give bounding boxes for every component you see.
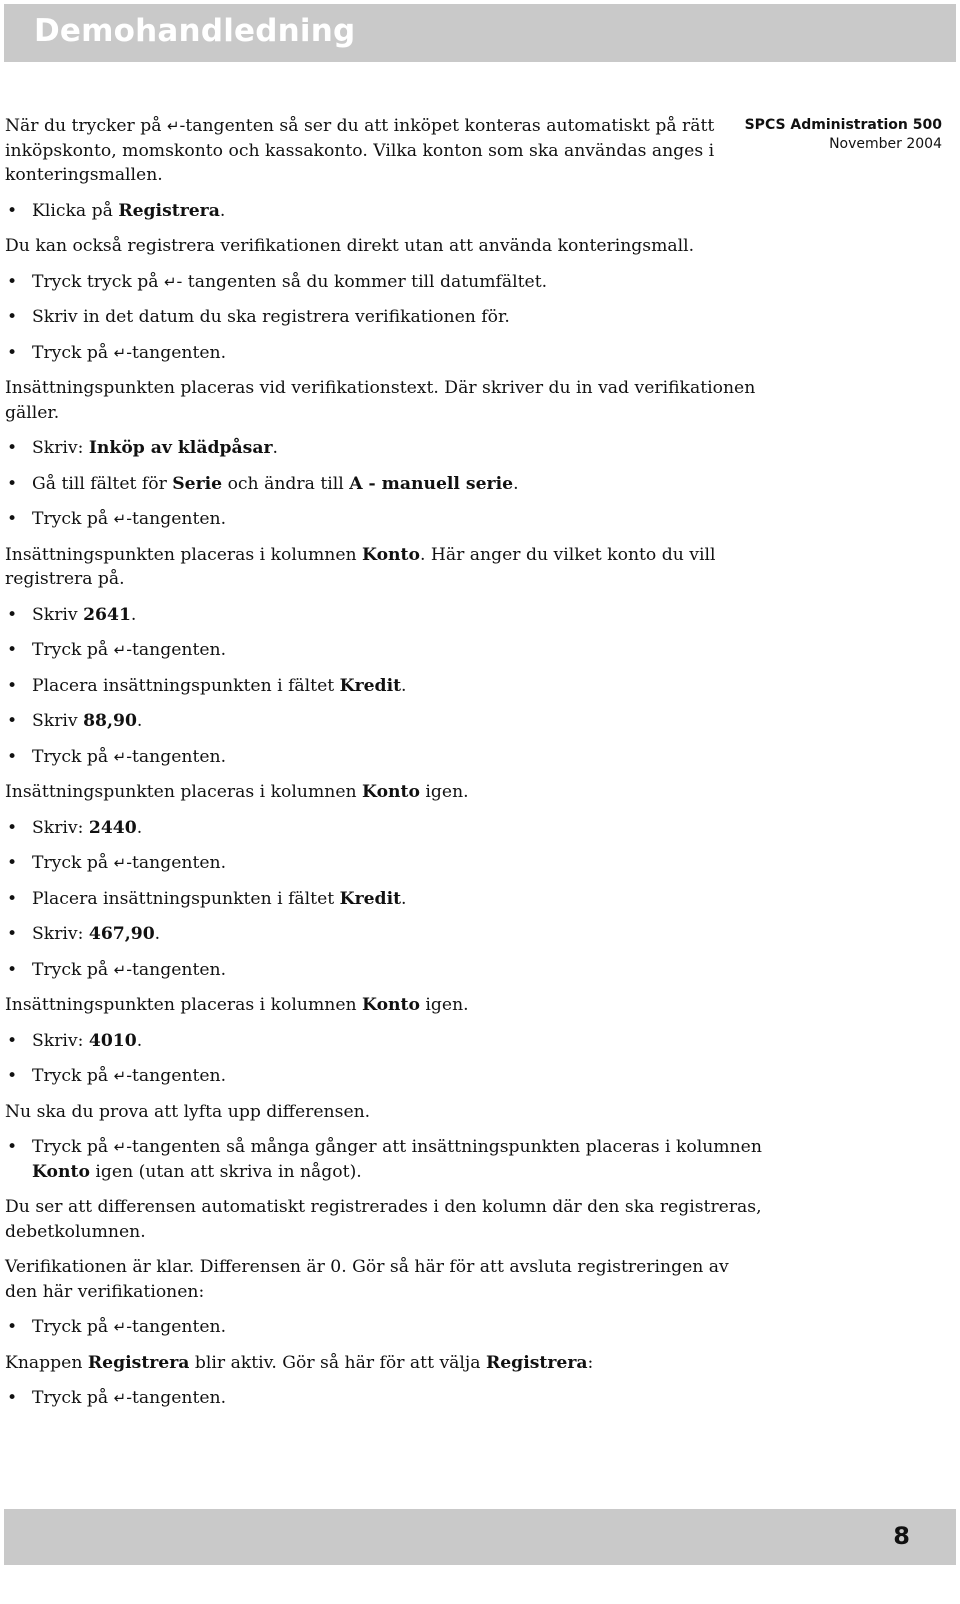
text-run: Skriv:	[32, 924, 89, 944]
text-run: -tangenten så många gånger att insättningspunkten placeras i kolumnen	[126, 1137, 762, 1157]
text-run: Insättningspunkten placeras vid verifikationstext. Där skriver du in vad verifikationen gäller.	[5, 378, 756, 423]
text-run: .	[401, 888, 407, 909]
text-run: .	[401, 675, 407, 696]
text-run: Tryck på	[32, 1066, 114, 1086]
header-bar	[4, 4, 956, 62]
bullet-icon: •	[7, 640, 18, 660]
text-run: Tryck på	[32, 509, 114, 529]
bullet-icon: •	[7, 1388, 18, 1408]
bullet-item	[5, 305, 763, 330]
instruction-body	[5, 114, 763, 1422]
emphasis-text: Konto	[362, 544, 420, 565]
bullet-icon: •	[7, 924, 18, 944]
text-run: .	[136, 1030, 143, 1051]
text-run: Du ser att differensen automatiskt registrerades i den kolumn där den ska registreras, debetkolumnen.	[5, 1197, 762, 1242]
enter-key-icon: ↵	[113, 641, 127, 659]
text-run: .	[136, 711, 143, 731]
bullet-item	[5, 1064, 763, 1089]
enter-key-icon: ↵	[113, 1318, 127, 1336]
text-run: -tangenten.	[126, 509, 227, 529]
text-run: blir aktiv. Gör så här för att välja	[189, 1352, 486, 1373]
emphasis-text: Kredit	[339, 675, 402, 696]
enter-key-icon: ↵	[113, 854, 127, 872]
emphasis-text: Registrera	[485, 1352, 588, 1373]
text-run: Tryck på	[32, 959, 114, 980]
text-run: .	[513, 473, 519, 494]
text-run: -tangenten så ser du att inköpet konteras automatiskt på rätt inköpskonto, momskonto och kassakonto. Vilka konton som ska användas anges i konteringsmallen.	[5, 116, 715, 185]
bullet-icon: •	[7, 473, 18, 494]
emphasis-text: Konto	[362, 995, 420, 1015]
bullet-item	[5, 638, 763, 663]
text-run: igen (utan att skriva in något).	[89, 1161, 362, 1182]
bullet-item	[5, 199, 763, 224]
text-run: Skriv:	[32, 438, 89, 458]
bullet-icon: •	[7, 675, 18, 696]
text-run: Tryck på	[32, 342, 114, 363]
text-run: Skriv:	[32, 1030, 89, 1051]
text-run: - tangenten så du kommer till datumfältet.	[176, 271, 548, 292]
enter-key-icon: ↵	[166, 117, 180, 135]
text-run: igen.	[419, 782, 469, 802]
enter-key-icon: ↵	[113, 747, 127, 766]
text-run: Tryck på	[32, 1137, 114, 1157]
text-run: Klicka på	[32, 200, 119, 221]
bullet-item	[5, 709, 763, 734]
text-run: .	[219, 200, 226, 221]
enter-key-icon: ↵	[113, 1067, 127, 1085]
bullet-item	[5, 1315, 763, 1340]
bullet-item	[5, 436, 763, 461]
side-info	[745, 116, 942, 154]
footer-bar	[4, 1509, 956, 1565]
emphasis-text: Registrera	[118, 200, 220, 221]
bullet-icon: •	[7, 959, 18, 980]
paragraph	[5, 543, 763, 592]
text-run: Verifikationen är klar. Differensen är 0. Gör så här för att avsluta registreringen av den här verifikationen:	[5, 1257, 729, 1302]
text-run: Tryck på	[32, 1317, 114, 1337]
text-run: .	[130, 604, 137, 625]
bullet-item	[5, 674, 763, 699]
bullet-item	[5, 851, 763, 876]
bullet-item	[5, 270, 763, 295]
paragraph	[5, 780, 763, 805]
text-run: Insättningspunkten placeras i kolumnen	[5, 995, 363, 1015]
enter-key-icon: ↵	[113, 343, 127, 362]
emphasis-text: Serie	[172, 473, 223, 494]
paragraph	[5, 1255, 763, 1304]
bullet-item	[5, 1386, 763, 1411]
emphasis-text: 4010	[88, 1030, 137, 1051]
emphasis-text: Inköp av klädpåsar	[88, 438, 273, 458]
enter-key-icon: ↵	[113, 1138, 127, 1156]
paragraph	[5, 1100, 763, 1125]
bullet-item	[5, 745, 763, 770]
text-run: Gå till fältet för	[32, 473, 173, 494]
emphasis-text: 2440	[88, 817, 137, 838]
enter-key-icon: ↵	[113, 1389, 127, 1407]
bullet-icon: •	[7, 1066, 18, 1086]
enter-key-icon: ↵	[113, 960, 127, 979]
text-run: Tryck på	[32, 746, 114, 767]
text-run: -tangenten.	[126, 640, 227, 660]
emphasis-text: 88,90	[83, 711, 137, 731]
bullet-icon: •	[7, 271, 18, 292]
bullet-item	[5, 887, 763, 912]
emphasis-text: Konto	[362, 782, 420, 802]
text-run: . Här anger du vilket konto du vill registrera på.	[5, 544, 716, 589]
emphasis-text: A - manuell serie	[349, 473, 514, 494]
text-run: Skriv:	[32, 817, 89, 838]
bullet-icon: •	[7, 888, 18, 909]
bullet-item	[5, 1029, 763, 1054]
paragraph	[5, 114, 763, 188]
text-run: -tangenten.	[126, 1388, 227, 1408]
bullet-item	[5, 603, 763, 628]
bullet-icon: •	[7, 438, 18, 458]
text-run: Du kan också registrera verifikationen direkt utan att använda konteringsmall.	[5, 236, 695, 256]
emphasis-text: 467,90	[88, 924, 155, 944]
text-run: och ändra till	[222, 473, 350, 494]
paragraph	[5, 1351, 763, 1376]
bullet-icon: •	[7, 604, 18, 625]
page-title: Demohandledning	[34, 13, 356, 49]
text-run: -tangenten.	[126, 746, 227, 767]
bullet-item	[5, 1135, 763, 1184]
text-run: Insättningspunkten placeras i kolumnen	[5, 544, 363, 565]
enter-key-icon: ↵	[113, 510, 127, 528]
text-run: När du trycker på	[5, 116, 167, 136]
emphasis-text: Kredit	[339, 888, 402, 909]
text-run: -tangenten.	[126, 1066, 227, 1086]
bullet-icon: •	[7, 1317, 18, 1337]
text-run: Skriv in det datum du ska registrera verifikationen för.	[32, 307, 510, 327]
bullet-icon: •	[7, 200, 18, 221]
text-run: Tryck på	[32, 640, 114, 660]
bullet-item	[5, 922, 763, 947]
bullet-icon: •	[7, 711, 18, 731]
paragraph	[5, 234, 763, 259]
text-run: Nu ska du prova att lyfta upp differensen.	[5, 1101, 371, 1122]
text-run: Tryck tryck på	[32, 271, 164, 292]
bullet-icon: •	[7, 817, 18, 838]
enter-key-icon: ↵	[163, 272, 177, 291]
text-run: .	[154, 924, 161, 944]
bullet-item	[5, 507, 763, 532]
paragraph	[5, 1195, 763, 1244]
page-number: 8	[893, 1522, 910, 1550]
text-run: Tryck på	[32, 1388, 114, 1408]
text-run: :	[587, 1352, 594, 1373]
bullet-icon: •	[7, 342, 18, 363]
text-run: Tryck på	[32, 853, 114, 873]
bullet-icon: •	[7, 746, 18, 767]
bullet-item	[5, 341, 763, 366]
bullet-icon: •	[7, 1030, 18, 1051]
emphasis-text: 2641	[83, 604, 131, 625]
text-run: Skriv	[32, 711, 84, 731]
text-run: Placera insättningspunkten i fältet	[32, 888, 340, 909]
bullet-item	[5, 472, 763, 497]
document-date: November 2004	[829, 136, 942, 152]
text-run: -tangenten.	[126, 959, 227, 980]
paragraph	[5, 376, 763, 425]
text-run: Skriv	[32, 604, 84, 625]
text-run: -tangenten.	[126, 342, 227, 363]
bullet-icon: •	[7, 509, 18, 529]
text-run: igen.	[419, 995, 469, 1015]
text-run: -tangenten.	[126, 853, 227, 873]
paragraph	[5, 993, 763, 1018]
text-run: .	[272, 438, 278, 458]
text-run: Placera insättningspunkten i fältet	[32, 675, 340, 696]
emphasis-text: Registrera	[87, 1352, 190, 1373]
product-name: SPCS Administration 500	[744, 117, 942, 133]
bullet-icon: •	[7, 1137, 18, 1157]
text-run: Knappen	[5, 1352, 88, 1373]
emphasis-text: Konto	[32, 1161, 90, 1182]
bullet-item	[5, 816, 763, 841]
text-run: Insättningspunkten placeras i kolumnen	[5, 782, 363, 802]
bullet-item	[5, 958, 763, 983]
text-run: .	[136, 817, 143, 838]
text-run: -tangenten.	[126, 1317, 227, 1337]
bullet-icon: •	[7, 853, 18, 873]
bullet-icon: •	[7, 307, 18, 327]
